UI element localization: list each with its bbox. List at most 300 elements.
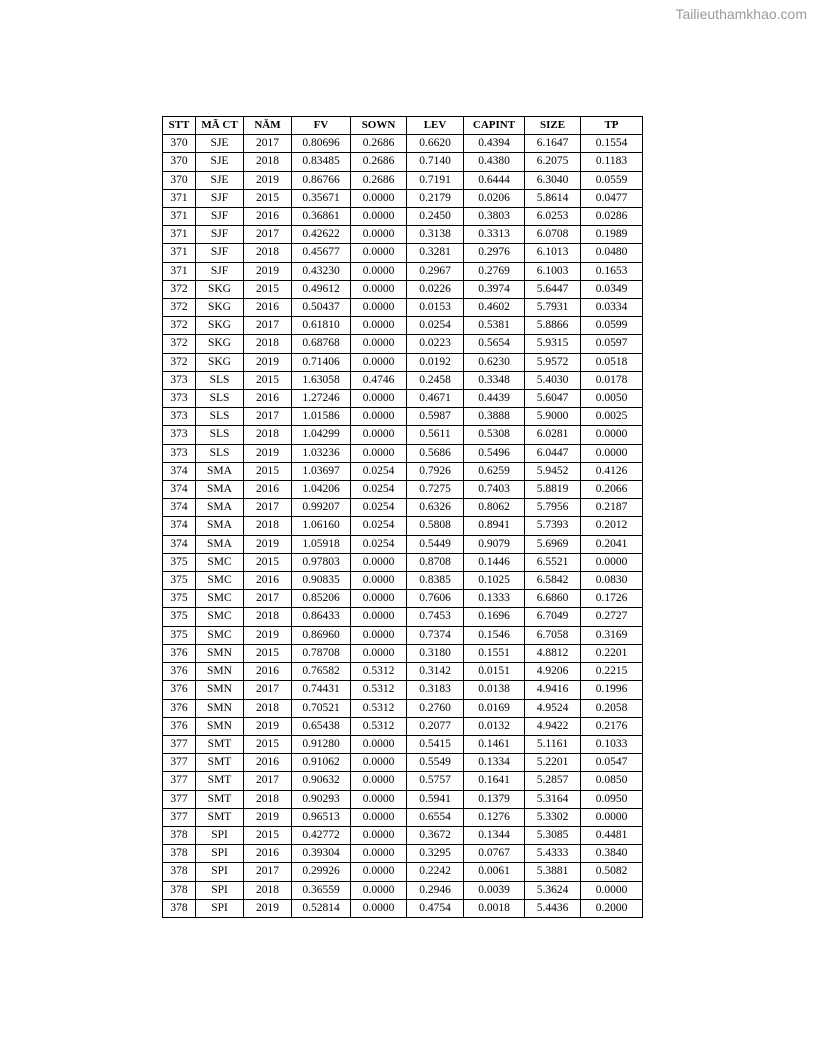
table-row xyxy=(163,535,643,553)
table-cell: SPI xyxy=(196,826,244,844)
table-cell: SMT xyxy=(196,735,244,753)
table-cell: 0.2458 xyxy=(407,371,464,389)
table-cell: 0.2769 xyxy=(464,262,525,280)
table-cell: 2015 xyxy=(244,826,292,844)
table-cell: 377 xyxy=(163,754,196,772)
table-cell: 0.2686 xyxy=(351,135,407,153)
table-cell: 0.99207 xyxy=(292,499,351,517)
table-cell: 0.7453 xyxy=(407,608,464,626)
table-row xyxy=(163,189,643,207)
table-cell: SLS xyxy=(196,371,244,389)
table-cell: SMN xyxy=(196,644,244,662)
table-cell: 1.03236 xyxy=(292,444,351,462)
table-cell: 2015 xyxy=(244,280,292,298)
table-cell: 0.0000 xyxy=(351,808,407,826)
table-cell: 370 xyxy=(163,153,196,171)
table-cell: 0.0000 xyxy=(581,553,643,571)
table-cell: 0.7191 xyxy=(407,171,464,189)
table-cell: 0.70521 xyxy=(292,699,351,717)
column-header: CAPINT xyxy=(464,117,525,135)
table-cell: SMA xyxy=(196,535,244,553)
table-cell: 5.6047 xyxy=(525,390,581,408)
table-row xyxy=(163,153,643,171)
table-cell: SMT xyxy=(196,772,244,790)
watermark: Tailieuthamkhao.com xyxy=(675,6,807,22)
table-cell: 372 xyxy=(163,280,196,298)
table-cell: SPI xyxy=(196,881,244,899)
table-cell: 0.78708 xyxy=(292,644,351,662)
table-cell: 0.0000 xyxy=(351,262,407,280)
table-row xyxy=(163,226,643,244)
table-cell: 0.6230 xyxy=(464,353,525,371)
table-cell: 373 xyxy=(163,390,196,408)
table-cell: 0.1033 xyxy=(581,735,643,753)
table-cell: 0.5415 xyxy=(407,735,464,753)
table-cell: 375 xyxy=(163,572,196,590)
table-cell: 2018 xyxy=(244,699,292,717)
table-cell: SMN xyxy=(196,717,244,735)
table-cell: 0.0254 xyxy=(351,499,407,517)
table-row xyxy=(163,863,643,881)
table-cell: 4.9524 xyxy=(525,699,581,717)
table-cell: 0.0192 xyxy=(407,353,464,371)
table-cell: 0.76582 xyxy=(292,663,351,681)
table-cell: 0.0000 xyxy=(351,644,407,662)
table-cell: 0.7275 xyxy=(407,481,464,499)
table-cell: SJF xyxy=(196,226,244,244)
table-cell: 0.2450 xyxy=(407,208,464,226)
table-cell: 2015 xyxy=(244,189,292,207)
table-cell: 2019 xyxy=(244,717,292,735)
table-cell: 0.97803 xyxy=(292,553,351,571)
table-row xyxy=(163,572,643,590)
table-cell: 0.3281 xyxy=(407,244,464,262)
table-header-row xyxy=(163,117,643,135)
table-cell: 0.0000 xyxy=(351,881,407,899)
table-row xyxy=(163,299,643,317)
table-cell: 376 xyxy=(163,681,196,699)
table-cell: 0.2727 xyxy=(581,608,643,626)
table-cell: 376 xyxy=(163,699,196,717)
table-cell: 6.0447 xyxy=(525,444,581,462)
table-cell: 0.0254 xyxy=(407,317,464,335)
table-cell: 0.2058 xyxy=(581,699,643,717)
table-cell: SJF xyxy=(196,208,244,226)
table-cell: SMA xyxy=(196,517,244,535)
table-cell: SMN xyxy=(196,681,244,699)
table-row xyxy=(163,699,643,717)
table-cell: 0.71406 xyxy=(292,353,351,371)
table-cell: 0.45677 xyxy=(292,244,351,262)
table-cell: 5.3164 xyxy=(525,790,581,808)
table-cell: 377 xyxy=(163,772,196,790)
table-cell: 0.4394 xyxy=(464,135,525,153)
table-cell: 377 xyxy=(163,808,196,826)
table-cell: 4.9206 xyxy=(525,663,581,681)
table-cell: 0.3840 xyxy=(581,845,643,863)
table-cell: 0.5611 xyxy=(407,426,464,444)
table-cell: 0.0000 xyxy=(351,754,407,772)
table-cell: 2019 xyxy=(244,535,292,553)
column-header: TP xyxy=(581,117,643,135)
table-cell: 0.2066 xyxy=(581,481,643,499)
table-cell: 0.2000 xyxy=(581,899,643,917)
table-cell: 2018 xyxy=(244,608,292,626)
table-cell: 6.0253 xyxy=(525,208,581,226)
table-cell: 0.3313 xyxy=(464,226,525,244)
table-cell: 374 xyxy=(163,481,196,499)
table-cell: 5.8614 xyxy=(525,189,581,207)
table-cell: 6.6860 xyxy=(525,590,581,608)
table-cell: 373 xyxy=(163,444,196,462)
table-cell: 5.6447 xyxy=(525,280,581,298)
table-cell: 2017 xyxy=(244,499,292,517)
table-cell: 373 xyxy=(163,371,196,389)
table-cell: 0.0850 xyxy=(581,772,643,790)
table-cell: 370 xyxy=(163,171,196,189)
table-cell: 0.90293 xyxy=(292,790,351,808)
table-cell: 6.1647 xyxy=(525,135,581,153)
table-cell: 0.0138 xyxy=(464,681,525,699)
table-row xyxy=(163,644,643,662)
table-cell: 5.2857 xyxy=(525,772,581,790)
table-row xyxy=(163,499,643,517)
table-cell: 0.91280 xyxy=(292,735,351,753)
table-cell: 0.0000 xyxy=(351,226,407,244)
table-row xyxy=(163,371,643,389)
column-header: NĂM xyxy=(244,117,292,135)
table-cell: 2018 xyxy=(244,153,292,171)
table-cell: 0.2967 xyxy=(407,262,464,280)
table-cell: 2017 xyxy=(244,863,292,881)
table-cell: 2019 xyxy=(244,899,292,917)
table-cell: 0.0000 xyxy=(351,899,407,917)
table-cell: 0.0000 xyxy=(351,299,407,317)
table-cell: 370 xyxy=(163,135,196,153)
table-cell: 0.5496 xyxy=(464,444,525,462)
table-cell: 0.43230 xyxy=(292,262,351,280)
table-cell: 0.0000 xyxy=(351,280,407,298)
table-cell: 5.3085 xyxy=(525,826,581,844)
table-cell: 375 xyxy=(163,553,196,571)
table-cell: 0.1025 xyxy=(464,572,525,590)
table-cell: 0.0599 xyxy=(581,317,643,335)
table-cell: 0.0000 xyxy=(351,590,407,608)
table-cell: 0.0000 xyxy=(351,408,407,426)
table-cell: SKG xyxy=(196,280,244,298)
table-cell: 0.0000 xyxy=(351,208,407,226)
table-cell: 0.2686 xyxy=(351,171,407,189)
table-cell: 2019 xyxy=(244,444,292,462)
table-row xyxy=(163,772,643,790)
table-row xyxy=(163,408,643,426)
table-cell: 0.36559 xyxy=(292,881,351,899)
table-cell: 0.5312 xyxy=(351,717,407,735)
table-row xyxy=(163,171,643,189)
table-cell: 6.7049 xyxy=(525,608,581,626)
column-header: FV xyxy=(292,117,351,135)
table-cell: 0.50437 xyxy=(292,299,351,317)
table-cell: 0.8708 xyxy=(407,553,464,571)
table-cell: 0.61810 xyxy=(292,317,351,335)
table-cell: 0.0000 xyxy=(581,444,643,462)
table-cell: 2018 xyxy=(244,517,292,535)
table-cell: 6.5842 xyxy=(525,572,581,590)
table-cell: 0.1546 xyxy=(464,626,525,644)
table-cell: 0.2686 xyxy=(351,153,407,171)
table-cell: 6.1013 xyxy=(525,244,581,262)
table-cell: SLS xyxy=(196,390,244,408)
table-row xyxy=(163,335,643,353)
table-row xyxy=(163,663,643,681)
table-cell: 0.0000 xyxy=(351,390,407,408)
table-cell: SJF xyxy=(196,244,244,262)
table-cell: 0.36861 xyxy=(292,208,351,226)
table-cell: 0.90632 xyxy=(292,772,351,790)
table-cell: 0.2077 xyxy=(407,717,464,735)
table-cell: 0.90835 xyxy=(292,572,351,590)
table-cell: 372 xyxy=(163,317,196,335)
table-cell: 0.6259 xyxy=(464,462,525,480)
table-cell: 0.1653 xyxy=(581,262,643,280)
table-cell: 0.5757 xyxy=(407,772,464,790)
table-cell: 0.68768 xyxy=(292,335,351,353)
table-cell: 372 xyxy=(163,353,196,371)
table-cell: 0.8062 xyxy=(464,499,525,517)
table-cell: 377 xyxy=(163,735,196,753)
table-cell: 0.1183 xyxy=(581,153,643,171)
table-cell: 0.2976 xyxy=(464,244,525,262)
table-cell: 0.0000 xyxy=(351,317,407,335)
table-cell: 0.0547 xyxy=(581,754,643,772)
table-row xyxy=(163,790,643,808)
table-cell: 0.4439 xyxy=(464,390,525,408)
table-cell: 0.0000 xyxy=(581,426,643,444)
table-cell: 372 xyxy=(163,299,196,317)
table-cell: 0.5312 xyxy=(351,699,407,717)
table-cell: 0.0000 xyxy=(351,335,407,353)
table-row xyxy=(163,845,643,863)
table-body xyxy=(163,135,643,918)
table-cell: 0.96513 xyxy=(292,808,351,826)
table-cell: 0.4380 xyxy=(464,153,525,171)
table-cell: 0.4746 xyxy=(351,371,407,389)
table-cell: 0.0518 xyxy=(581,353,643,371)
table-cell: 5.6969 xyxy=(525,535,581,553)
table-cell: 0.49612 xyxy=(292,280,351,298)
table-cell: 1.04299 xyxy=(292,426,351,444)
table-cell: 2017 xyxy=(244,590,292,608)
table-cell: 0.2760 xyxy=(407,699,464,717)
table-row xyxy=(163,626,643,644)
table-row xyxy=(163,735,643,753)
table-cell: SMC xyxy=(196,608,244,626)
table-cell: 0.86433 xyxy=(292,608,351,626)
table-cell: 0.7374 xyxy=(407,626,464,644)
table-row xyxy=(163,481,643,499)
column-header: LEV xyxy=(407,117,464,135)
table-cell: 0.4126 xyxy=(581,462,643,480)
table-cell: SKG xyxy=(196,353,244,371)
table-cell: 2016 xyxy=(244,390,292,408)
data-table xyxy=(162,116,643,918)
table-cell: 0.3183 xyxy=(407,681,464,699)
table-cell: 1.63058 xyxy=(292,371,351,389)
table-row xyxy=(163,881,643,899)
table-cell: SKG xyxy=(196,335,244,353)
table-cell: 0.0000 xyxy=(351,572,407,590)
table-cell: SPI xyxy=(196,899,244,917)
table-cell: 0.83485 xyxy=(292,153,351,171)
table-cell: 1.03697 xyxy=(292,462,351,480)
table-cell: SJE xyxy=(196,171,244,189)
table-cell: 0.0061 xyxy=(464,863,525,881)
table-cell: 5.7956 xyxy=(525,499,581,517)
table-row xyxy=(163,681,643,699)
table-cell: 0.42622 xyxy=(292,226,351,244)
table-cell: SMN xyxy=(196,699,244,717)
table-cell: 0.5941 xyxy=(407,790,464,808)
table-cell: 2018 xyxy=(244,244,292,262)
table-cell: SLS xyxy=(196,408,244,426)
table-cell: 4.9422 xyxy=(525,717,581,735)
table-cell: 0.0254 xyxy=(351,462,407,480)
table-cell: 0.74431 xyxy=(292,681,351,699)
table-row xyxy=(163,462,643,480)
table-cell: 6.0708 xyxy=(525,226,581,244)
table-cell: 0.35671 xyxy=(292,189,351,207)
table-cell: 2017 xyxy=(244,772,292,790)
table-cell: 2017 xyxy=(244,317,292,335)
table-cell: 0.0477 xyxy=(581,189,643,207)
table-cell: 378 xyxy=(163,845,196,863)
table-cell: 0.2215 xyxy=(581,663,643,681)
table-cell: 0.0830 xyxy=(581,572,643,590)
table-cell: 5.4030 xyxy=(525,371,581,389)
table-cell: 0.85206 xyxy=(292,590,351,608)
table-cell: 0.4754 xyxy=(407,899,464,917)
table-row xyxy=(163,262,643,280)
table-cell: SMT xyxy=(196,808,244,826)
table-cell: 0.0000 xyxy=(581,808,643,826)
table-cell: SKG xyxy=(196,299,244,317)
table-cell: 0.0000 xyxy=(351,608,407,626)
table-cell: SMA xyxy=(196,499,244,517)
table-cell: 0.0000 xyxy=(351,353,407,371)
table-cell: SMC xyxy=(196,553,244,571)
table-cell: 0.0000 xyxy=(351,735,407,753)
table-cell: 0.65438 xyxy=(292,717,351,735)
table-cell: 377 xyxy=(163,790,196,808)
table-cell: 371 xyxy=(163,262,196,280)
table-cell: 0.0286 xyxy=(581,208,643,226)
table-cell: 0.0767 xyxy=(464,845,525,863)
table-cell: 0.0169 xyxy=(464,699,525,717)
table-cell: 5.9000 xyxy=(525,408,581,426)
table-cell: 0.8941 xyxy=(464,517,525,535)
table-cell: 2016 xyxy=(244,299,292,317)
table-cell: 0.0025 xyxy=(581,408,643,426)
table-row xyxy=(163,317,643,335)
table-cell: SMT xyxy=(196,754,244,772)
table-row xyxy=(163,517,643,535)
table-row xyxy=(163,280,643,298)
table-cell: 5.3624 xyxy=(525,881,581,899)
table-cell: 5.9572 xyxy=(525,353,581,371)
table-cell: 372 xyxy=(163,335,196,353)
table-cell: 2019 xyxy=(244,171,292,189)
table-cell: 0.5312 xyxy=(351,681,407,699)
table-cell: 374 xyxy=(163,462,196,480)
table-cell: SJE xyxy=(196,153,244,171)
table-cell: 0.0000 xyxy=(351,553,407,571)
table-cell: 0.42772 xyxy=(292,826,351,844)
table-cell: 4.8812 xyxy=(525,644,581,662)
table-cell: 0.3974 xyxy=(464,280,525,298)
table-cell: 0.5987 xyxy=(407,408,464,426)
table-cell: 0.0950 xyxy=(581,790,643,808)
table-cell: 0.5381 xyxy=(464,317,525,335)
table-cell: 5.7393 xyxy=(525,517,581,535)
table-cell: 371 xyxy=(163,244,196,262)
column-header: SIZE xyxy=(525,117,581,135)
table-cell: 1.05918 xyxy=(292,535,351,553)
table-cell: 0.1461 xyxy=(464,735,525,753)
table-cell: 0.1344 xyxy=(464,826,525,844)
table-cell: 0.0000 xyxy=(351,863,407,881)
table-row xyxy=(163,135,643,153)
table-cell: 6.3040 xyxy=(525,171,581,189)
table-cell: 5.7931 xyxy=(525,299,581,317)
table-cell: 0.1446 xyxy=(464,553,525,571)
table-cell: 2019 xyxy=(244,626,292,644)
table-cell: 2019 xyxy=(244,808,292,826)
table-cell: 378 xyxy=(163,863,196,881)
table-cell: 2018 xyxy=(244,881,292,899)
table-cell: 6.2075 xyxy=(525,153,581,171)
table-cell: 5.9452 xyxy=(525,462,581,480)
table-cell: 0.7606 xyxy=(407,590,464,608)
table-cell: 0.1726 xyxy=(581,590,643,608)
table-cell: 0.5082 xyxy=(581,863,643,881)
table-cell: 0.1641 xyxy=(464,772,525,790)
table-row xyxy=(163,353,643,371)
table-cell: 0.3142 xyxy=(407,663,464,681)
table-cell: 0.1379 xyxy=(464,790,525,808)
table-cell: 0.0559 xyxy=(581,171,643,189)
table-cell: 0.2176 xyxy=(581,717,643,735)
table-cell: 375 xyxy=(163,626,196,644)
table-cell: 374 xyxy=(163,517,196,535)
table-cell: 0.2242 xyxy=(407,863,464,881)
table-cell: 0.2946 xyxy=(407,881,464,899)
table-cell: 0.7403 xyxy=(464,481,525,499)
table-cell: 371 xyxy=(163,208,196,226)
table-cell: 0.7140 xyxy=(407,153,464,171)
table-cell: 378 xyxy=(163,826,196,844)
table-cell: SLS xyxy=(196,426,244,444)
table-cell: 374 xyxy=(163,499,196,517)
table-cell: SMC xyxy=(196,590,244,608)
table-cell: 374 xyxy=(163,535,196,553)
table-cell: 0.6444 xyxy=(464,171,525,189)
column-header: SOWN xyxy=(351,117,407,135)
table-cell: 5.2201 xyxy=(525,754,581,772)
table-cell: 0.0597 xyxy=(581,335,643,353)
table-cell: SMA xyxy=(196,481,244,499)
table-cell: 1.27246 xyxy=(292,390,351,408)
table-cell: 0.1551 xyxy=(464,644,525,662)
